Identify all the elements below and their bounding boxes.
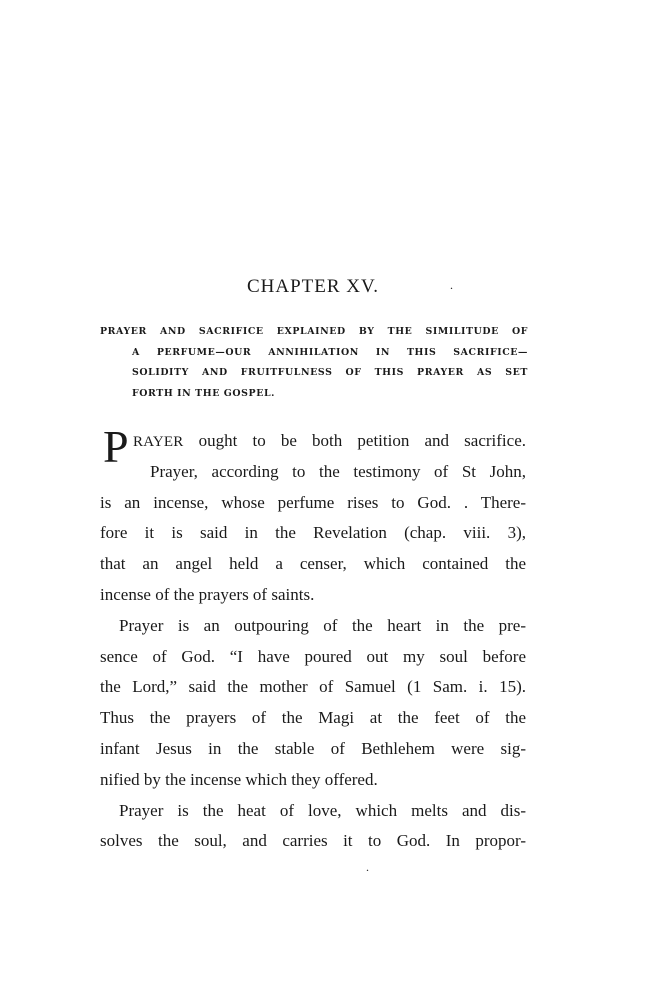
stray-mark: . <box>366 860 369 874</box>
paragraph-line: Prayer is an outpouring of the heart in the pre- <box>119 615 526 635</box>
paragraph-line: that an angel held a censer, which contained the <box>100 554 526 574</box>
summary-line: SOLIDITY AND FRUITFULNESS OF THIS PRAYER AS SET <box>132 367 528 378</box>
first-word-smallcaps: RAYER <box>133 434 184 450</box>
summary-line: A PERFUME—OUR ANNIHILATION IN THIS SACRIFICE— <box>132 346 528 358</box>
paragraph-line: Thus the prayers of the Magi at the feet of the <box>100 708 526 728</box>
summary-line: PRAYER AND SACRIFICE EXPLAINED BY THE SIMILITUDE OF <box>100 326 528 337</box>
paragraph-line: the Lord,” said the mother of Samuel (1 Sam. i. 15). <box>100 677 526 697</box>
paragraph-line: infant Jesus in the stable of Bethlehem were sig- <box>100 738 526 758</box>
paragraph-line: solves the soul, and carries it to God. In propor- <box>100 831 526 851</box>
chapter-body <box>100 421 526 857</box>
stray-mark: . <box>450 278 453 292</box>
chapter-summary <box>100 322 528 404</box>
first-line-text: ought to be both petition and sacrifice. <box>183 431 526 450</box>
paragraph-line: Prayer, according to the testimony of St John, <box>150 461 526 481</box>
paragraph-line: is an incense, whose perfume rises to God. . There- <box>100 492 526 512</box>
paragraph-line: fore it is said in the Revelation (chap. viii. 3), <box>100 523 526 543</box>
chapter-title: CHAPTER XV. <box>246 276 380 297</box>
first-line <box>100 426 526 457</box>
paragraph-line: Prayer is the heat of love, which melts and dis- <box>119 800 526 820</box>
paragraph-line: sence of God. “I have poured out my soul before <box>100 646 526 666</box>
paragraph-line: incense of the prayers of saints. <box>100 584 315 604</box>
paragraph-line: nified by the incense which they offered. <box>100 769 378 789</box>
summary-line: FORTH IN THE GOSPEL. <box>132 387 276 399</box>
drop-cap: P <box>103 421 129 472</box>
